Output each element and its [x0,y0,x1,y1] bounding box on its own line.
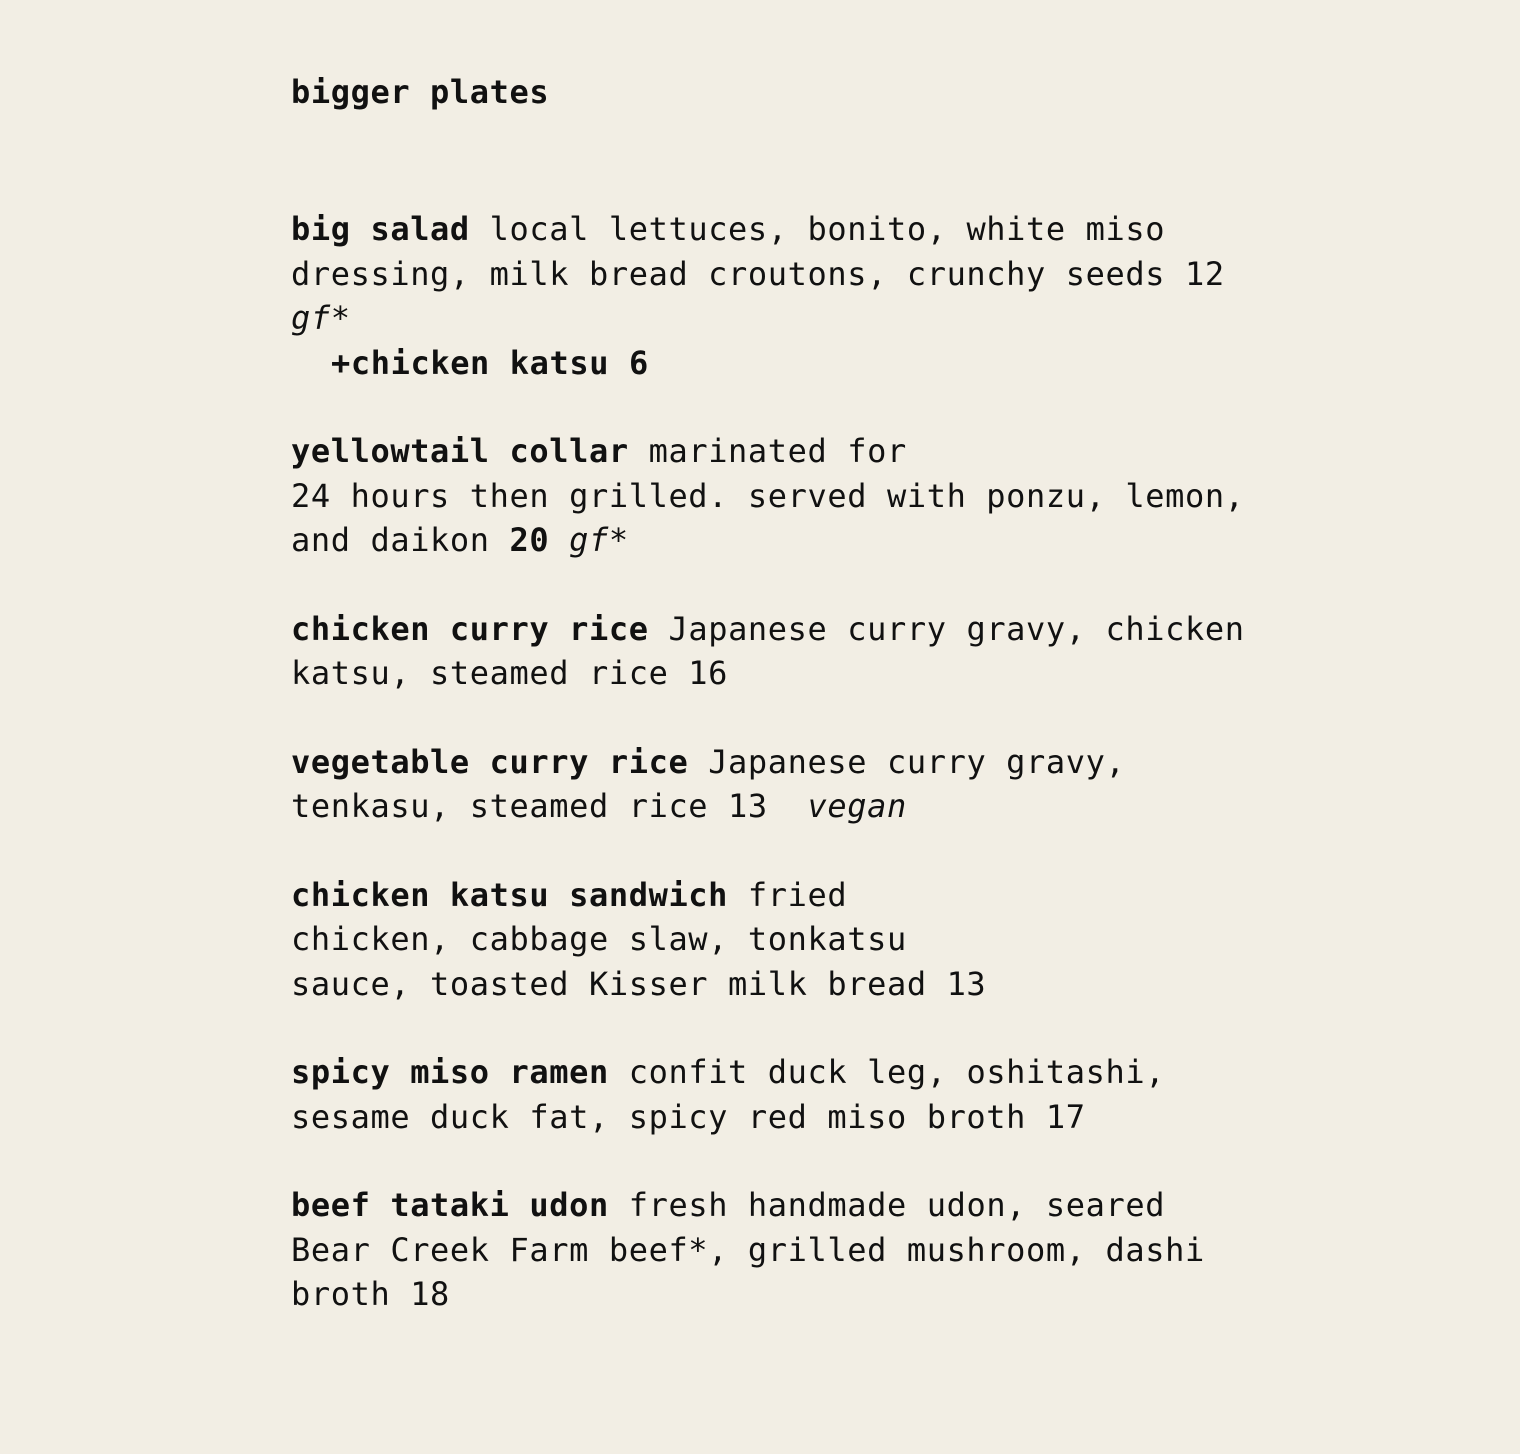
menu-item-spicy-miso-ramen [291,1050,1251,1139]
item-line [291,429,1251,474]
dietary-tag: gf* [291,299,351,337]
item-name: vegetable curry rice [291,742,689,781]
item-description: 24 hours then grilled. served with ponzu, lemon, [291,476,1245,515]
item-name: yellowtail collar [291,432,629,470]
item-addon: +chicken katsu 6 [331,343,649,382]
item-price: 20 [509,521,550,559]
menu-item-big-salad [291,207,1251,385]
item-name: spicy miso ramen [291,1053,609,1091]
section-heading: bigger plates [291,73,550,111]
item-description: Bear Creek Farm beef*, grilled mushroom, dashi [291,1230,1205,1269]
item-description: katsu, steamed rice 16 [291,654,729,692]
item-line [291,1050,1251,1095]
item-description: Japanese curry gravy, [708,742,1126,781]
menu-item-beef-tataki-udon [291,1183,1251,1317]
dietary-tag: gf* [569,521,629,559]
item-description: fresh handmade udon, seared [628,1186,1166,1224]
item-description: and daikon [291,521,490,559]
item-line [291,873,1251,918]
item-name: beef tataki udon [291,1186,609,1224]
item-description: marinated for [648,432,907,470]
item-description: sesame duck fat, spicy red miso broth 17 [291,1097,1086,1136]
item-line [291,740,1251,785]
menu-item-vegetable-curry-rice [291,740,1251,829]
item-description: sauce, toasted Kisser milk bread 13 [291,964,987,1003]
menu-item-chicken-katsu-sandwich [291,873,1251,1007]
item-name: big salad [291,210,470,248]
item-description: local lettuces, bonito, white miso [489,210,1166,248]
item-description: Japanese curry gravy, chicken [668,609,1245,648]
item-line [291,1183,1251,1228]
dietary-tag: vegan [807,787,907,825]
item-description: tenkasu, steamed rice 13 [291,787,768,825]
item-description: dressing, milk bread croutons, crunchy seeds 12 [291,254,1225,293]
item-description: confit duck leg, oshitashi, [628,1053,1166,1091]
item-description: fried [747,875,848,914]
item-line [291,518,1251,563]
item-line [291,784,1251,829]
menu-item-yellowtail-collar [291,429,1251,563]
item-name: chicken curry rice [291,609,649,648]
menu-item-chicken-curry-rice [291,607,1251,696]
item-line [291,207,1251,252]
item-line [291,607,1251,652]
menu-section [291,70,1251,1361]
item-name: chicken katsu sandwich [291,875,729,914]
item-description: broth 18 [291,1275,450,1313]
item-description: chicken, cabbage slaw, tonkatsu [291,920,907,958]
